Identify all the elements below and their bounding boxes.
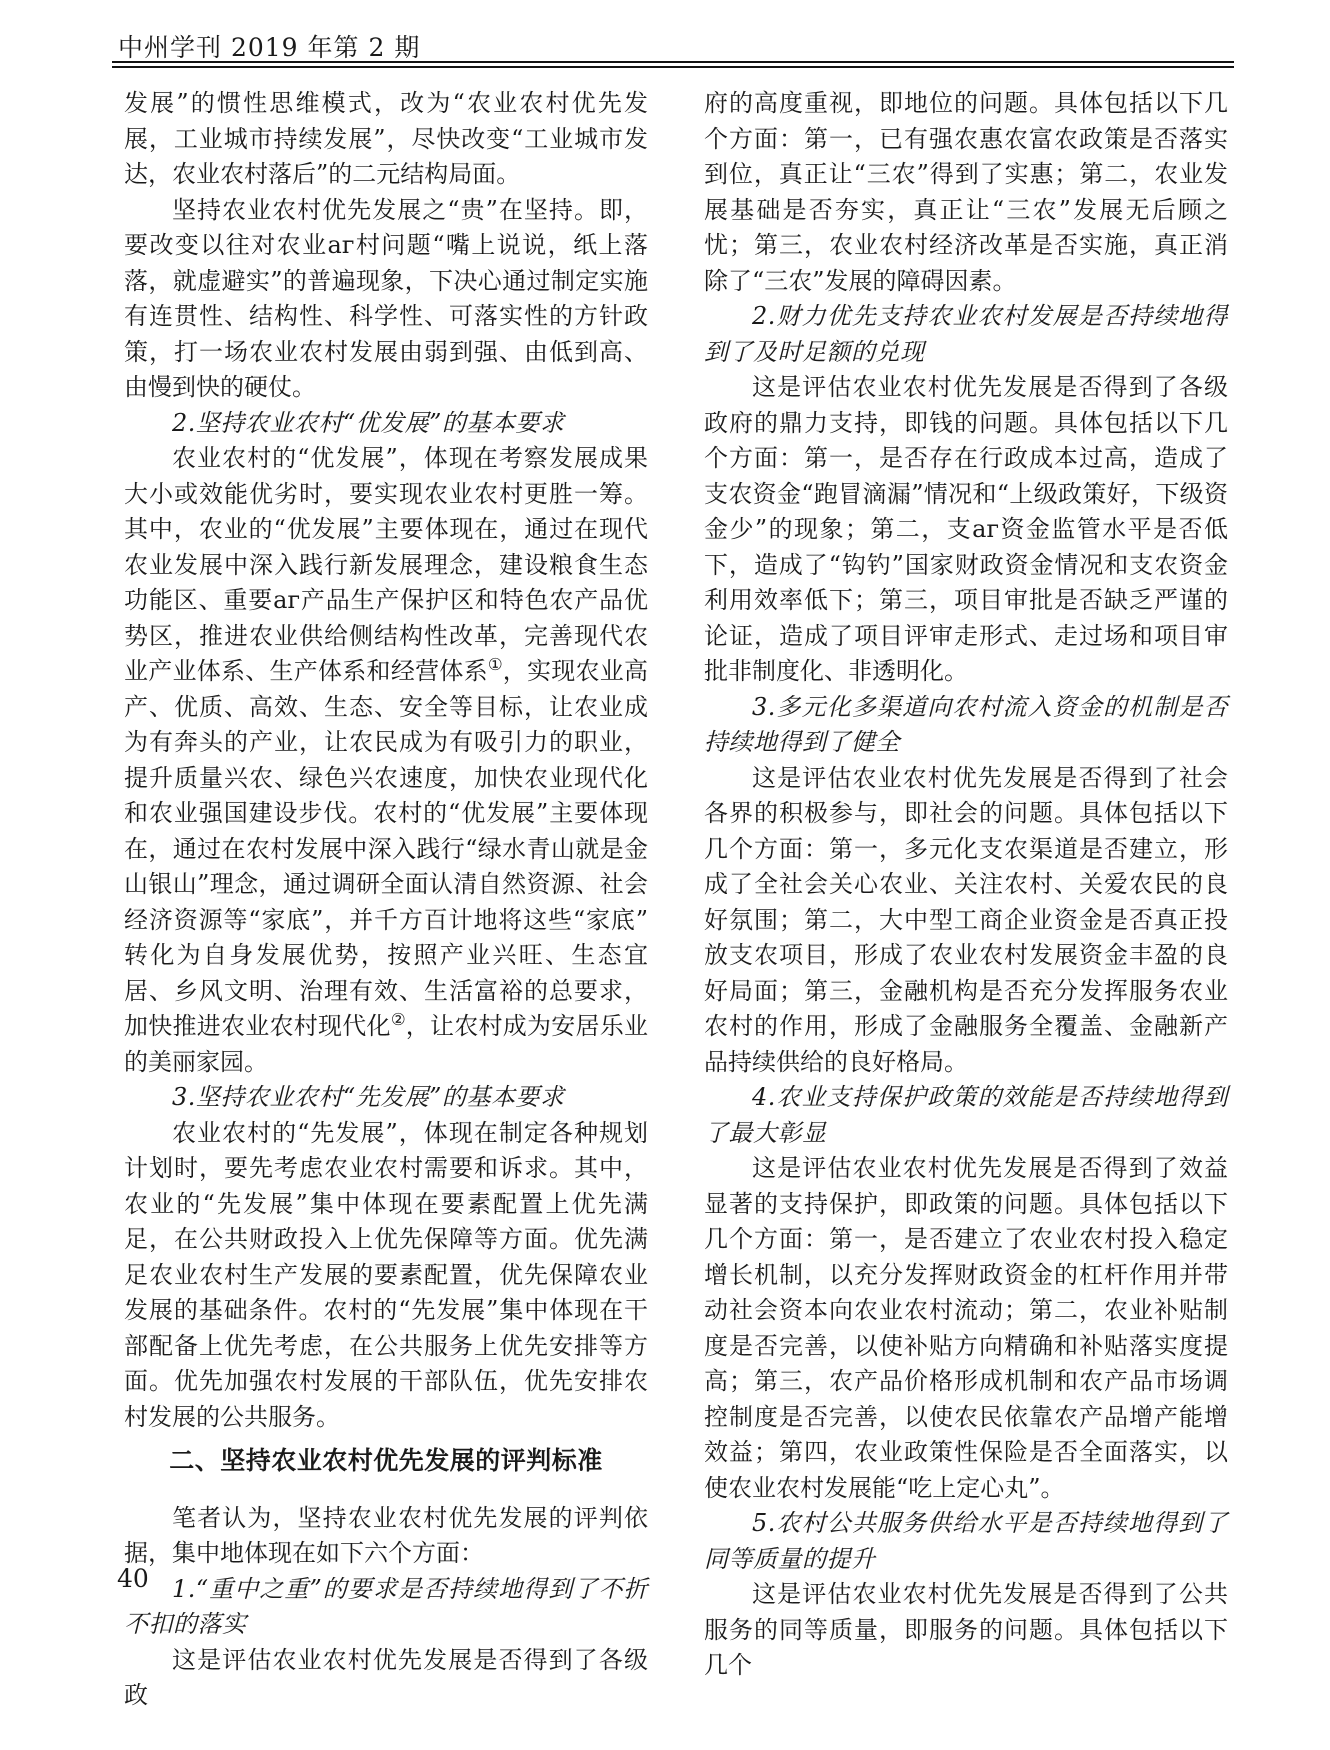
page-number: 40	[117, 1564, 149, 1593]
body-paragraph: 这是评估农业农村优先发展是否得到了各级政府的鼎力支持，即钱的问题。具体包括以下几个方面：第一，是否存在行政成本过高，造成了支农资金“跑冒滴漏”情况和“上级政策好，下级资金少”的现象；第二，支аг资金监管水平是否低下，造成了“钩钓”国家财政资金情况和支农资金利用效率低下；第三，项目审批是否缺乏严谨的论证，造成了项目评审走形式、走过场和项目审批非制度化、非透明化。	[704, 373, 1228, 685]
section-heading: 二、坚持农业农村优先发展的评判标准	[169, 1447, 603, 1475]
right-column	[704, 86, 1228, 1714]
body-paragraph: 这是评估农业农村优先发展是否得到了社会各界的积极参与，即社会的问题。具体包括以下几个方面：第一，多元化支农渠道是否建立，形成了全社会关心农业、关注农村、关爱农民的良好氛围；第二，大中型工商企业资金是否真正投放支农项目，形成了农业农村发展资金丰盈的良好局面；第三，金融机构是否充分发挥服务农业农村的作用，形成了金融服务全覆盖、金融新产品持续供给的良好格局。	[704, 763, 1228, 1076]
subsection-heading: 2.坚持农业农村“优发展”的基本要求	[172, 408, 565, 437]
body-paragraph: 农业农村的“先发展”，体现在制定各种规划计划时，要先考虑农业农村需要和诉求。其中，农业的“先发展”集中体现在要素配置上优先满足，在公共财政投入上优先保障等方面。优先满足农业农村生产发展的要素配置，优先保障农业发展的基础条件。农村的“先发展”集中体现在干部配备上优先考虑，在公共服务上优先安排等方面。优先加强农村发展的干部队伍，优先安排农村发展的公共服务。	[124, 1118, 648, 1431]
subsection-heading: 1.“重中之重”的要求是否持续地得到了不折不扣的落实	[124, 1574, 648, 1638]
subsection-heading: 3.多元化多渠道向农村流入资金的机制是否持续地得到了健全	[704, 692, 1228, 756]
left-column	[124, 86, 648, 1714]
footnote-marker: ①	[487, 655, 503, 674]
paragraph-continuation: 府的高度重视，即地位的问题。具体包括以下几个方面：第一，已有强农惠农富农政策是否落实到位，真正让“三农”得到了实惠；第二，农业发展基础是否夯实，真正让“三农”发展无后顾之忧；第三，农业农村经济改革是否实施，真正消除了“三农”发展的障碍因素。	[704, 89, 1228, 295]
body-paragraph: 农业农村的“优发展”，体现在考察发展成果大小或效能优劣时，要实现农业农村更胜一筹。其中，农业的“优发展”主要体现在，通过在现代农业发展中深入践行新发展理念，建设粮食生态功能区、重要аг产品生产保护区和特色农产品优势区，推进农业供给侧结构性改革，完善现代农业产业体系、生产体系和经营体系①，实现农业高产、优质、高效、生态、安全等目标，让农业成为有奔头的产业，让农民成为有吸引力的职业，提升质量兴农、绿色兴农速度，加快农业现代化和农业强国建设步伐。农村的“优发展”主要体现在，通过在农村发展中深入践行“绿水青山就是金山银山”理念，通过调研全面认清自然资源、社会经济资源等“家底”，并千方百计地将这些“家底”转化为自身发展优势，按照产业兴旺、生态宜居、乡风文明、治理有效、生活富裕的总要求，加快推进农业农村现代化②，让农村成为安居乐业的美丽家园。	[124, 444, 649, 1076]
subsection-heading: 4.农业支持保护政策的效能是否持续地得到了最大彰显	[704, 1083, 1228, 1147]
body-paragraph: 这是评估农业农村优先发展是否得到了公共服务的同等质量，即服务的问题。具体包括以下几个	[704, 1580, 1228, 1679]
body-paragraph: 笔者认为，坚持农业农村优先发展的评判依据，集中地体现在如下六个方面：	[124, 1503, 648, 1567]
body-paragraph: 这是评估农业农村优先发展是否得到了效益显著的支持保护，即政策的问题。具体包括以下几个方面：第一，是否建立了农业农村投入稳定增长机制，以充分发挥财政资金的杠杆作用并带动社会资本向农业农村流动；第二，农业补贴制度是否完善，以使补贴方向精确和补贴落实度提高；第三，农产品价格形成机制和农产品市场调控制度是否完善，以使农民依靠农产品增产能增效益；第四，农业政策性保险是否全面落实，以使农业农村发展能“吃上定心丸”。	[704, 1154, 1228, 1502]
body-paragraph: 这是评估农业农村优先发展是否得到了各级政	[124, 1645, 648, 1709]
subsection-heading: 5.农村公共服务供给水平是否持续地得到了同等质量的提升	[704, 1509, 1228, 1573]
subsection-heading: 3.坚持农业农村“先发展”的基本要求	[172, 1083, 565, 1111]
two-column-body	[124, 86, 1228, 1714]
paragraph-continuation: 发展”的惯性思维模式，改为“农业农村优先发展，工业城市持续发展”，尽快改变“工业城市发达，农业农村落后”的二元结构局面。	[124, 89, 648, 188]
running-head: 中州学刊 2019 年第 2 期	[118, 33, 421, 62]
header-double-rule	[112, 61, 1234, 68]
body-paragraph: 坚持农业农村优先发展之“贵”在坚持。即，要改变以往对农业аг村问题“嘴上说说，纸上落落，就虚避实”的普遍现象，下决心通过制定实施有连贯性、结构性、科学性、可落实性的方针政策，打一场农业农村发展由弱到强、由低到高、由慢到快的硬仗。	[124, 195, 648, 401]
footnote-marker: ②	[390, 1010, 406, 1029]
subsection-heading: 2.财力优先支持农业农村发展是否持续地得到了及时足额的兑现	[704, 302, 1228, 366]
